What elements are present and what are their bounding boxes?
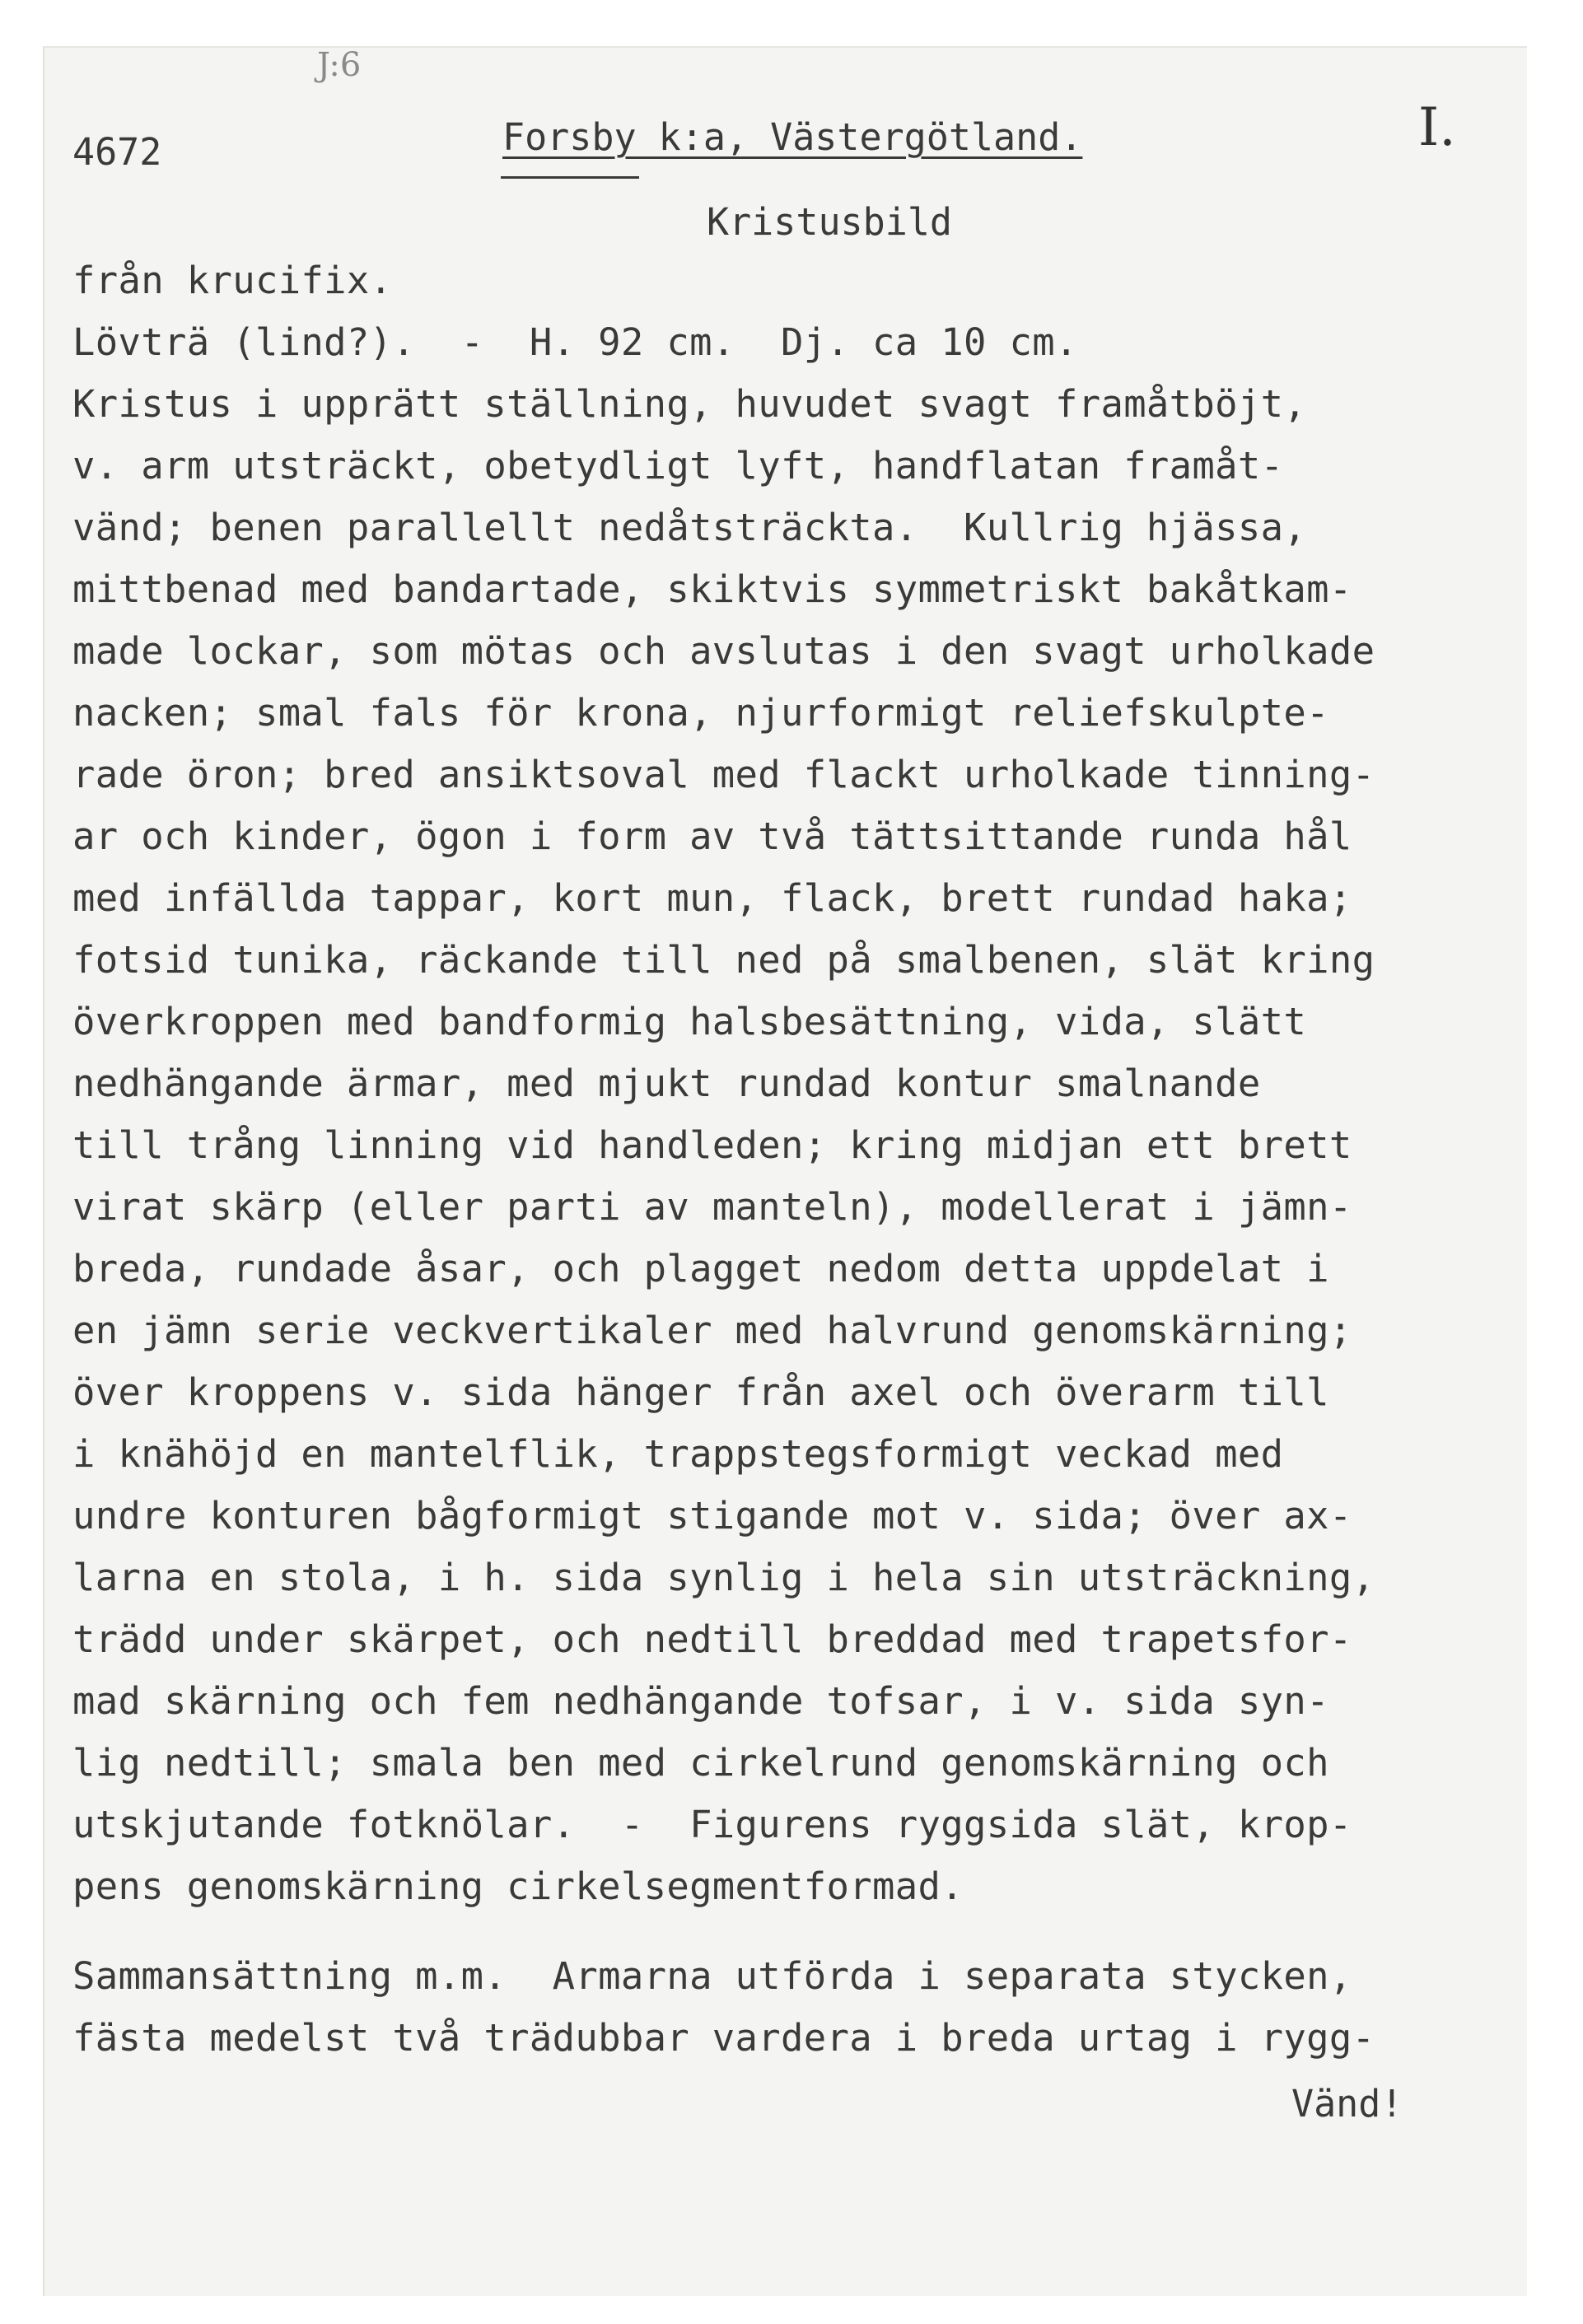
body-line: Kristus i upprätt ställning, huvudet svagt framåtböjt, <box>72 382 1307 426</box>
turn-over-note: Vänd! <box>1291 2082 1403 2126</box>
body-line: nacken; smal fals för krona, njurformigt reliefskulpte- <box>72 691 1329 735</box>
body-line: made lockar, som mötas och avslutas i den svagt urholkade <box>72 629 1375 673</box>
body-line: mad skärning och fem nedhängande tofsar, i v. sida syn- <box>72 1679 1329 1723</box>
body-line: överkroppen med bandformig halsbesättning, vida, slätt <box>72 1000 1307 1043</box>
body-line: undre konturen bågformigt stigande mot v. sida; över ax- <box>72 1494 1352 1538</box>
body-line: utskjutande fotknölar. - Figurens ryggsida slät, krop- <box>72 1803 1352 1846</box>
body-line: lig nedtill; smala ben med cirkelrund genomskärning och <box>72 1741 1329 1785</box>
assembly-line: Sammansättning m.m. Armarna utförda i separata stycken, <box>72 1954 1352 1998</box>
card-number: 4672 <box>72 130 162 174</box>
body-line: Lövträ (lind?). - H. 92 cm. Dj. ca 10 cm. <box>72 320 1078 364</box>
body-line: pens genomskärning cirkelsegmentformad. <box>72 1864 964 1908</box>
body-line: nedhängande ärmar, med mjukt rundad kontur smalnande <box>72 1062 1261 1105</box>
sheet-roman-numeral: I. <box>1418 97 1456 158</box>
body-line: trädd under skärpet, och nedtill breddad med trapetsfor- <box>72 1617 1352 1661</box>
body-line: breda, rundade åsar, och plagget nedom detta uppdelat i <box>72 1247 1329 1290</box>
body-line: i knähöjd en mantelflik, trappstegsformigt veckad med <box>72 1432 1284 1476</box>
location-title: Forsby k:a, Västergötland. <box>502 115 1083 159</box>
pencil-note: J:6 <box>317 46 362 84</box>
body-line: rade öron; bred ansiktsoval med flackt urholkade tinning- <box>72 753 1375 796</box>
body-line: med infällda tappar, kort mun, flack, brett rundad haka; <box>72 876 1352 920</box>
body-line: från krucifix. <box>72 259 393 302</box>
body-line: vänd; benen parallellt nedåtsträckta. Kullrig hjässa, <box>72 506 1307 549</box>
body-line: en jämn serie veckvertikaler med halvrund genomskärning; <box>72 1309 1352 1352</box>
body-line: v. arm utsträckt, obetydligt lyft, handflatan framåt- <box>72 444 1284 488</box>
body-line: över kroppens v. sida hänger från axel och överarm till <box>72 1370 1329 1414</box>
title-underline <box>501 176 639 179</box>
body-line: till trång linning vid handleden; kring midjan ett brett <box>72 1123 1352 1167</box>
body-line: ar och kinder, ögon i form av två tättsittande runda hål <box>72 814 1352 858</box>
assembly-line: fästa medelst två trädubbar vardera i breda urtag i rygg- <box>72 2016 1375 2060</box>
body-line: mittbenad med bandartade, skiktvis symmetriskt bakåtkam- <box>72 567 1352 611</box>
body-line: larna en stola, i h. sida synlig i hela sin utsträckning, <box>72 1556 1375 1599</box>
card-subtitle: Kristusbild <box>707 200 953 244</box>
body-line: virat skärp (eller parti av manteln), modellerat i jämn- <box>72 1185 1352 1229</box>
body-line: fotsid tunika, räckande till ned på smalbenen, slät kring <box>72 938 1375 982</box>
